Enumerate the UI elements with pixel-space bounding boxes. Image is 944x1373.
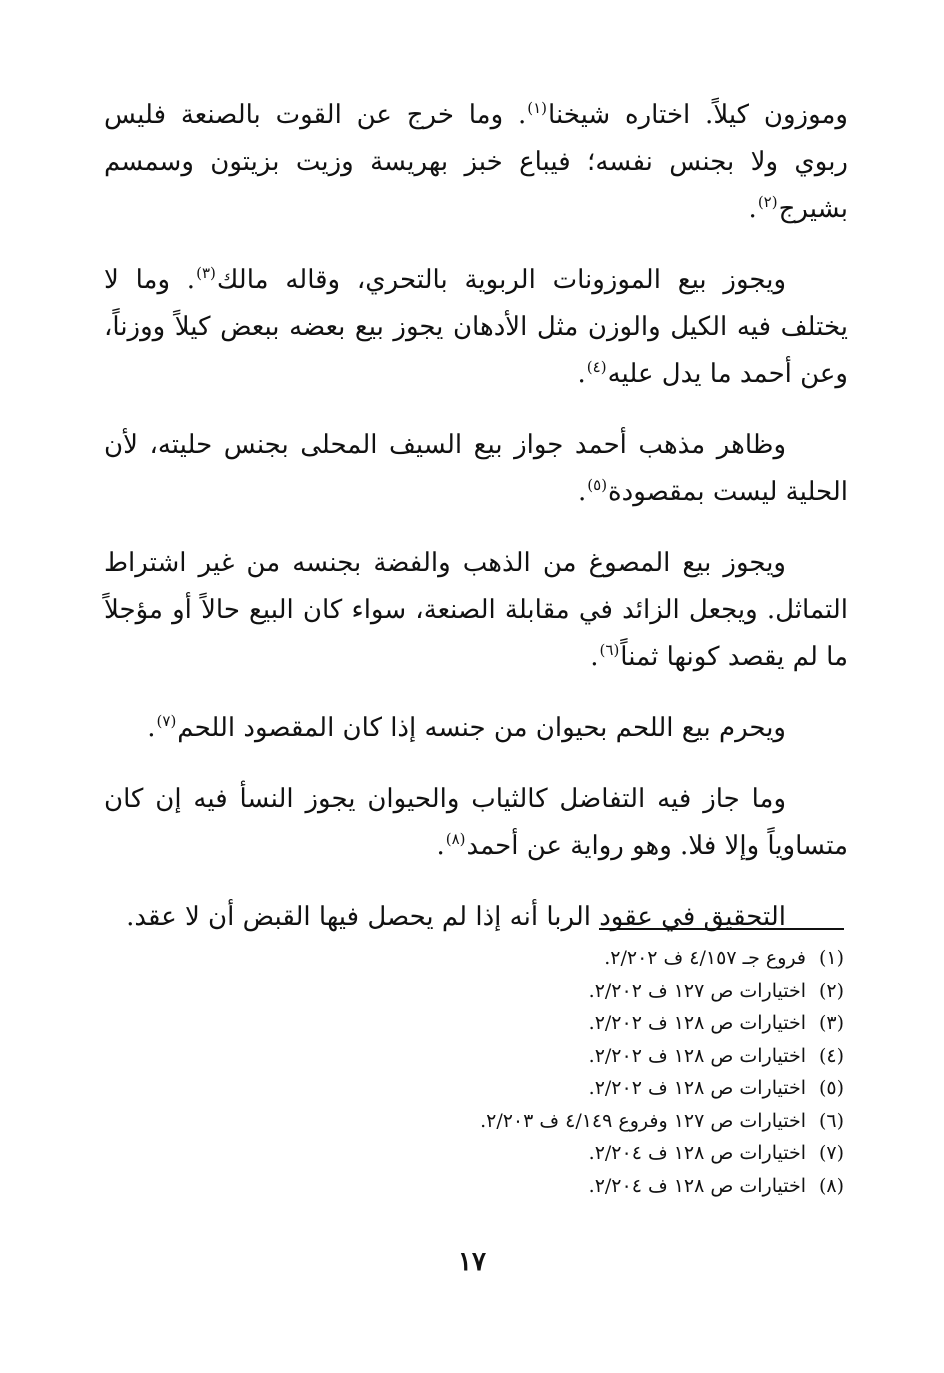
footnote-reference: (٣) [196, 264, 216, 283]
footnote-text: اختيارات ص ١٢٨ ف ٢/٢٠٢. [588, 1077, 806, 1099]
paragraph [104, 705, 848, 752]
paragraph-text: ويحرم بيع اللحم بحيوان من جنسه إذا كان المقصود اللحم [177, 713, 786, 743]
footnote-reference: (٦) [599, 641, 620, 660]
paragraph-text: . [147, 713, 156, 743]
paragraph-text: وموزون كيلاً. اختاره شيخنا [548, 100, 848, 130]
page-number: ١٧ [458, 1247, 486, 1277]
footnote-text: اختيارات ص ١٢٨ ف ٢/٢٠٢. [588, 1044, 806, 1067]
paragraph-text: . [578, 477, 587, 507]
footnote-text: فروع جـ ٤/١٥٧ ف ٢/٢٠٢. [604, 947, 806, 969]
footnote-item [244, 942, 844, 975]
footnote-item [244, 1072, 844, 1105]
paragraph [104, 540, 848, 681]
paragraph-text: . وما لا يختلف فيه الكيل والوزن مثل الأدهان يجوز بيع بعضه ببعض كيلاً ووزناً، وعن أحمد ما يدل عليه [104, 265, 848, 389]
paragraph-text: ويجوز بيع الموزونات الربوية بالتحري، وقاله مالك [216, 265, 786, 295]
footnote-number: (٥) [818, 1077, 844, 1099]
footnote-text: اختيارات ص ١٢٨ ف ٢/٢٠٤. [588, 1174, 806, 1197]
footnote-reference: (٥) [587, 476, 608, 495]
footnote-reference: (٧) [156, 712, 177, 731]
footnote-number: (٧) [818, 1142, 844, 1164]
footnote-number: (٦) [818, 1109, 844, 1132]
paragraph [104, 776, 848, 870]
main-text [104, 92, 848, 941]
footnotes [244, 942, 844, 1202]
footnote-text: اختيارات ص ١٢٨ ف ٢/٢٠٢. [588, 1012, 806, 1034]
paragraph-text: التحقيق في عقود الربا أنه إذا لم يحصل فيها القبض أن لا عقد. [126, 902, 786, 932]
footnote-number: (٢) [818, 979, 844, 1002]
footnote-item [244, 1137, 844, 1170]
footnote-separator [599, 928, 844, 930]
footnote-reference: (١) [527, 99, 548, 118]
footnote-text: اختيارات ص ١٢٧ ف ٢/٢٠٢. [588, 979, 806, 1002]
footnote-reference: (٨) [445, 830, 466, 849]
footnote-item [244, 975, 844, 1008]
paragraph-text: وما جاز فيه التفاضل كالثياب والحيوان يجوز النسأ فيه إن كان متساوياً وإلا فلا. وهو رواية عن أحمد [104, 784, 848, 861]
paragraph-text: ويجوز بيع المصوغ من الذهب والفضة بجنسه من غير اشتراط التماثل. ويجعل الزائد في مقابلة الصنعة، سواء كان البيع حالاً أو مؤجلاً ما لم يقصد كونها ثمناً [104, 548, 848, 672]
footnote-item [244, 1007, 844, 1040]
footnote-item [244, 1170, 844, 1203]
footnote-reference: (٢) [757, 193, 778, 212]
paragraph [104, 257, 848, 398]
paragraph-text: . وما خرج عن القوت بالصنعة فليس ربوي ولا بجنس نفسه؛ فيباع خبز بهريسة وزيت بزيتون وسمسم بشيرج [104, 100, 848, 224]
paragraph [104, 894, 848, 941]
paragraph-text: وظاهر مذهب أحمد جواز بيع السيف المحلى بجنس حليته، لأن الحلية ليست بمقصودة [104, 430, 848, 507]
footnote-reference: (٤) [586, 358, 607, 377]
footnote-number: (٤) [818, 1044, 844, 1067]
paragraph-text: . [590, 642, 599, 672]
footnote-number: (١) [818, 947, 844, 969]
footnote-item [244, 1040, 844, 1073]
paragraph-text: . [577, 359, 586, 389]
footnote-number: (٨) [818, 1174, 844, 1197]
paragraph-text: . [748, 194, 757, 224]
paragraph [104, 92, 848, 233]
footnote-item [244, 1105, 844, 1138]
footnote-number: (٣) [818, 1012, 844, 1034]
paragraph [104, 422, 848, 516]
footnote-text: اختيارات ص ١٢٨ ف ٢/٢٠٤. [588, 1142, 806, 1164]
paragraph-text: . [436, 831, 445, 861]
footnote-text: اختيارات ص ١٢٧ وفروع ٤/١٤٩ ف ٢/٢٠٣. [480, 1109, 806, 1132]
